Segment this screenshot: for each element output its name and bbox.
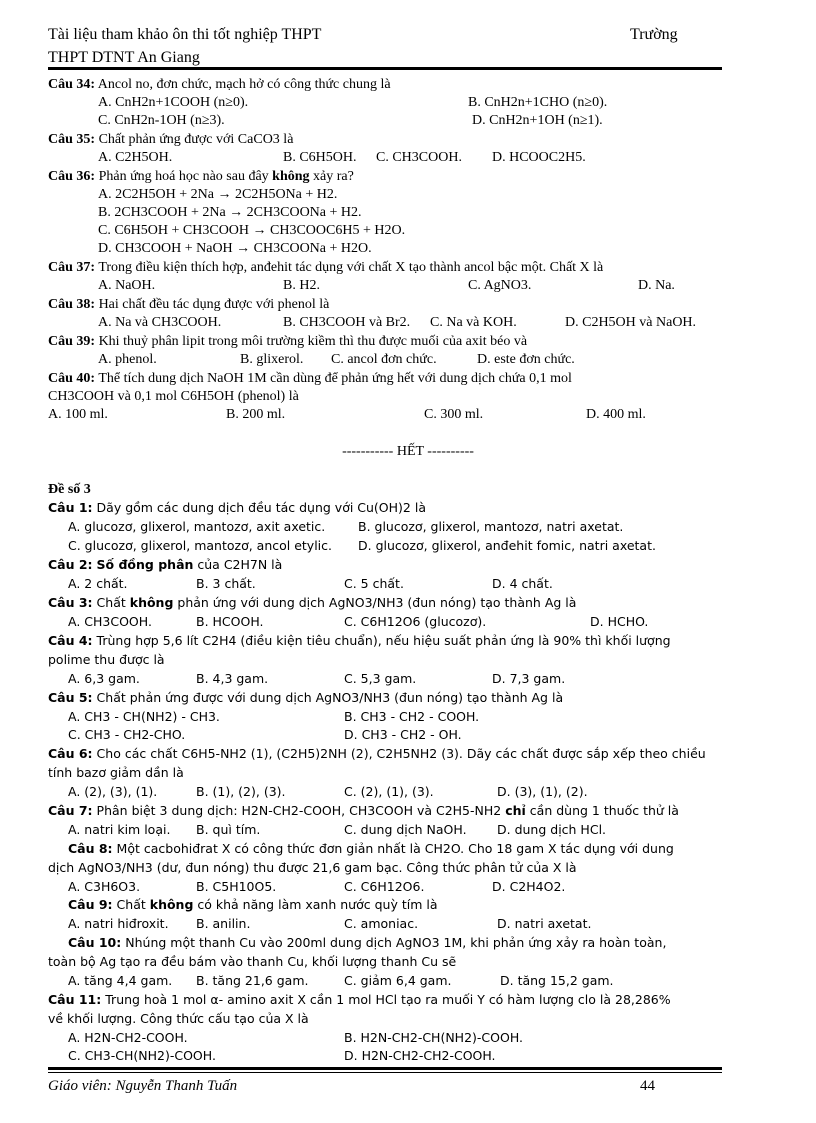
question-1: Câu 1: Dãy gồm các dung dịch đều tác dụng với Cu(OH)2 là [48, 500, 426, 515]
option-3c: C. C6H12O6 (glucozơ). [344, 614, 487, 629]
option-40a: A. 100 ml. [48, 407, 108, 422]
question-9: Câu 9: Chất không có khả năng làm xanh nước quỳ tím là [68, 897, 438, 912]
option-40b: B. 200 ml. [226, 407, 286, 422]
option-8a: A. C3H6O3. [68, 879, 141, 894]
option-5a: A. CH3 - CH(NH2) - CH3. [68, 709, 220, 724]
header-right: Trường [630, 26, 678, 43]
option-40c: C. 300 ml. [424, 407, 484, 422]
option-38b: B. CH3COOH và Br2. [283, 315, 411, 330]
option-9d: D. natri axetat. [497, 916, 592, 931]
option-5c: C. CH3 - CH2-CHO. [68, 727, 186, 742]
option-39c: C. ancol đơn chức. [331, 352, 437, 367]
question-6: Câu 6: Cho các chất C6H5-NH2 (1), (C2H5)2NH (2), C2H5NH2 (3). Dãy các chất được sắp xếp theo chiều [48, 746, 706, 761]
question-8-cont: dịch AgNO3/NH3 (dư, đun nóng) thu được 21,6 gam bạc. Công thức phân tử của X là [48, 860, 577, 875]
option-34a: A. CnH2n+1COOH (n≥0). [98, 95, 249, 110]
question-3: Câu 3: Chất không phản ứng với dung dịch AgNO3/NH3 (đun nóng) tạo thành Ag là [48, 595, 577, 610]
option-1c: C. glucozơ, glixerol, mantozơ, ancol etylic. [68, 538, 332, 553]
option-34b: B. CnH2n+1CHO (n≥0). [468, 95, 608, 110]
option-39b: B. glixerol. [240, 352, 304, 367]
option-7c: C. dung dịch NaOH. [344, 822, 467, 837]
option-2c: C. 5 chất. [344, 576, 404, 591]
option-2a: A. 2 chất. [68, 576, 128, 591]
question-4-cont: polime thu được là [48, 652, 165, 667]
page-number: 44 [640, 1078, 655, 1094]
option-2d: D. 4 chất. [492, 576, 553, 591]
question-39: Câu 39: Khi thuỷ phân lipit trong môi trường kiềm thì thu được muối của axit béo và [48, 334, 528, 349]
question-7: Câu 7: Phân biệt 3 dung dịch: H2N-CH2-COOH, CH3COOH và C2H5-NH2 chỉ cần dùng 1 thuốc thử là [48, 803, 679, 818]
option-6b: B. (1), (2), (3). [196, 784, 286, 799]
option-6d: D. (3), (1), (2). [497, 784, 588, 799]
option-36b: B. 2CH3COOH + 2Na → 2CH3COONa + H2. [98, 205, 362, 220]
question-11-cont: về khối lượng. Công thức cấu tạo của X là [48, 1011, 309, 1026]
option-37b: B. H2. [283, 278, 320, 293]
footer-teacher: Giáo viên: Nguyễn Thanh Tuấn [48, 1078, 238, 1094]
question-37: Câu 37: Trong điều kiện thích hợp, anđehit tác dụng với chất X tạo thành ancol bậc một. Chất X là [48, 260, 604, 275]
question-40-cont: CH3COOH và 0,1 mol C6H5OH (phenol) là [48, 389, 299, 404]
option-34c: C. CnH2n-1OH (n≥3). [98, 113, 225, 128]
option-10a: A. tăng 4,4 gam. [68, 973, 173, 988]
end-marker: ----------- HẾT ---------- [342, 444, 474, 459]
option-3a: A. CH3COOH. [68, 614, 152, 629]
option-11c: C. CH3-CH(NH2)-COOH. [68, 1048, 216, 1063]
option-38c: C. Na và KOH. [430, 315, 517, 330]
option-36a: A. 2C2H5OH + 2Na → 2C2H5ONa + H2. [98, 187, 338, 202]
option-11b: B. H2N-CH2-CH(NH2)-COOH. [344, 1030, 523, 1045]
question-4: Câu 4: Trùng hợp 5,6 lít C2H4 (điều kiện tiêu chuẩn), nếu hiệu suất phản ứng là 90% thì khối lượng [48, 633, 671, 648]
option-5d: D. CH3 - CH2 - OH. [344, 727, 462, 742]
option-35b: B. C6H5OH. [283, 150, 357, 165]
option-37a: A. NaOH. [98, 278, 156, 293]
option-6a: A. (2), (3), (1). [68, 784, 158, 799]
question-10-cont: toàn bộ Ag tạo ra đều bám vào thanh Cu, khối lượng thanh Cu sẽ [48, 954, 457, 969]
question-34: Câu 34: Ancol no, đơn chức, mạch hở có công thức chung là [48, 77, 391, 92]
option-37c: C. AgNO3. [468, 278, 532, 293]
option-4a: A. 6,3 gam. [68, 671, 140, 686]
option-1b: B. glucozơ, glixerol, mantozơ, natri axetat. [358, 519, 624, 534]
option-10c: C. giảm 6,4 gam. [344, 973, 452, 988]
option-7a: A. natri kim loại. [68, 822, 171, 837]
option-9b: B. anilin. [196, 916, 251, 931]
question-40: Câu 40: Thể tích dung dịch NaOH 1M cần dùng để phản ứng hết với dung dịch chứa 0,1 mol [48, 371, 572, 386]
option-38a: A. Na và CH3COOH. [98, 315, 222, 330]
option-38d: D. C2H5OH và NaOH. [565, 315, 697, 330]
option-35d: D. HCOOC2H5. [492, 150, 586, 165]
option-39d: D. este đơn chức. [477, 352, 575, 367]
option-36c: C. C6H5OH + CH3COOH → CH3COOC6H5 + H2O. [98, 223, 406, 238]
option-11d: D. H2N-CH2-CH2-COOH. [344, 1048, 496, 1063]
option-35a: A. C2H5OH. [98, 150, 173, 165]
option-34d: D. CnH2n+1OH (n≥1). [472, 113, 603, 128]
option-40d: D. 400 ml. [586, 407, 646, 422]
option-3d: D. HCHO. [590, 614, 649, 629]
header-rule [48, 67, 722, 70]
option-8b: B. C5H10O5. [196, 879, 277, 894]
option-5b: B. CH3 - CH2 - COOH. [344, 709, 480, 724]
question-38: Câu 38: Hai chất đều tác dụng được với phenol là [48, 297, 330, 312]
question-2: Câu 2: Số đồng phân của C2H7N là [48, 557, 283, 572]
question-36: Câu 36: Phản ứng hoá học nào sau đây không xảy ra? [48, 169, 354, 184]
option-6c: C. (2), (1), (3). [344, 784, 434, 799]
option-39a: A. phenol. [98, 352, 157, 367]
footer-rule [48, 1067, 722, 1070]
section-title: Đề số 3 [48, 482, 91, 497]
question-8: Câu 8: Một cacbohiđrat X có công thức đơn giản nhất là CH2O. Cho 18 gam X tác dụng với dung [68, 841, 674, 856]
option-37d: D. Na. [638, 278, 675, 293]
question-10: Câu 10: Nhúng một thanh Cu vào 200ml dung dịch AgNO3 1M, khi phản ứng xảy ra hoàn toàn, [68, 935, 667, 950]
question-5: Câu 5: Chất phản ứng được với dung dịch AgNO3/NH3 (đun nóng) tạo thành Ag là [48, 690, 564, 705]
option-10d: D. tăng 15,2 gam. [500, 973, 614, 988]
option-2b: B. 3 chất. [196, 576, 256, 591]
option-8c: C. C6H12O6. [344, 879, 425, 894]
question-11: Câu 11: Trung hoà 1 mol α- amino axit X cần 1 mol HCl tạo ra muối Y có hàm lượng clo là 28,286% [48, 992, 671, 1007]
option-7b: B. quì tím. [196, 822, 261, 837]
option-4d: D. 7,3 gam. [492, 671, 566, 686]
option-1d: D. glucozơ, glixerol, anđehit fomic, natri axetat. [358, 538, 656, 553]
footer-rule-thin [48, 1072, 722, 1073]
header-title: Tài liệu tham khảo ôn thi tốt nghiệp THPT [48, 26, 322, 43]
question-35: Câu 35: Chất phản ứng được với CaCO3 là [48, 132, 294, 147]
option-10b: B. tăng 21,6 gam. [196, 973, 309, 988]
option-4c: C. 5,3 gam. [344, 671, 417, 686]
option-7d: D. dung dịch HCl. [497, 822, 607, 837]
option-3b: B. HCOOH. [196, 614, 264, 629]
option-4b: B. 4,3 gam. [196, 671, 269, 686]
question-6-cont: tính bazơ giảm dần là [48, 765, 184, 780]
option-8d: D. C2H4O2. [492, 879, 566, 894]
option-36d: D. CH3COOH + NaOH → CH3COONa + H2O. [98, 241, 372, 256]
option-11a: A. H2N-CH2-COOH. [68, 1030, 188, 1045]
option-9c: C. amoniac. [344, 916, 419, 931]
option-1a: A. glucozơ, glixerol, mantozơ, axit axetic. [68, 519, 326, 534]
header-school: THPT DTNT An Giang [48, 49, 200, 66]
option-35c: C. CH3COOH. [376, 150, 462, 165]
option-9a: A. natri hiđroxit. [68, 916, 169, 931]
